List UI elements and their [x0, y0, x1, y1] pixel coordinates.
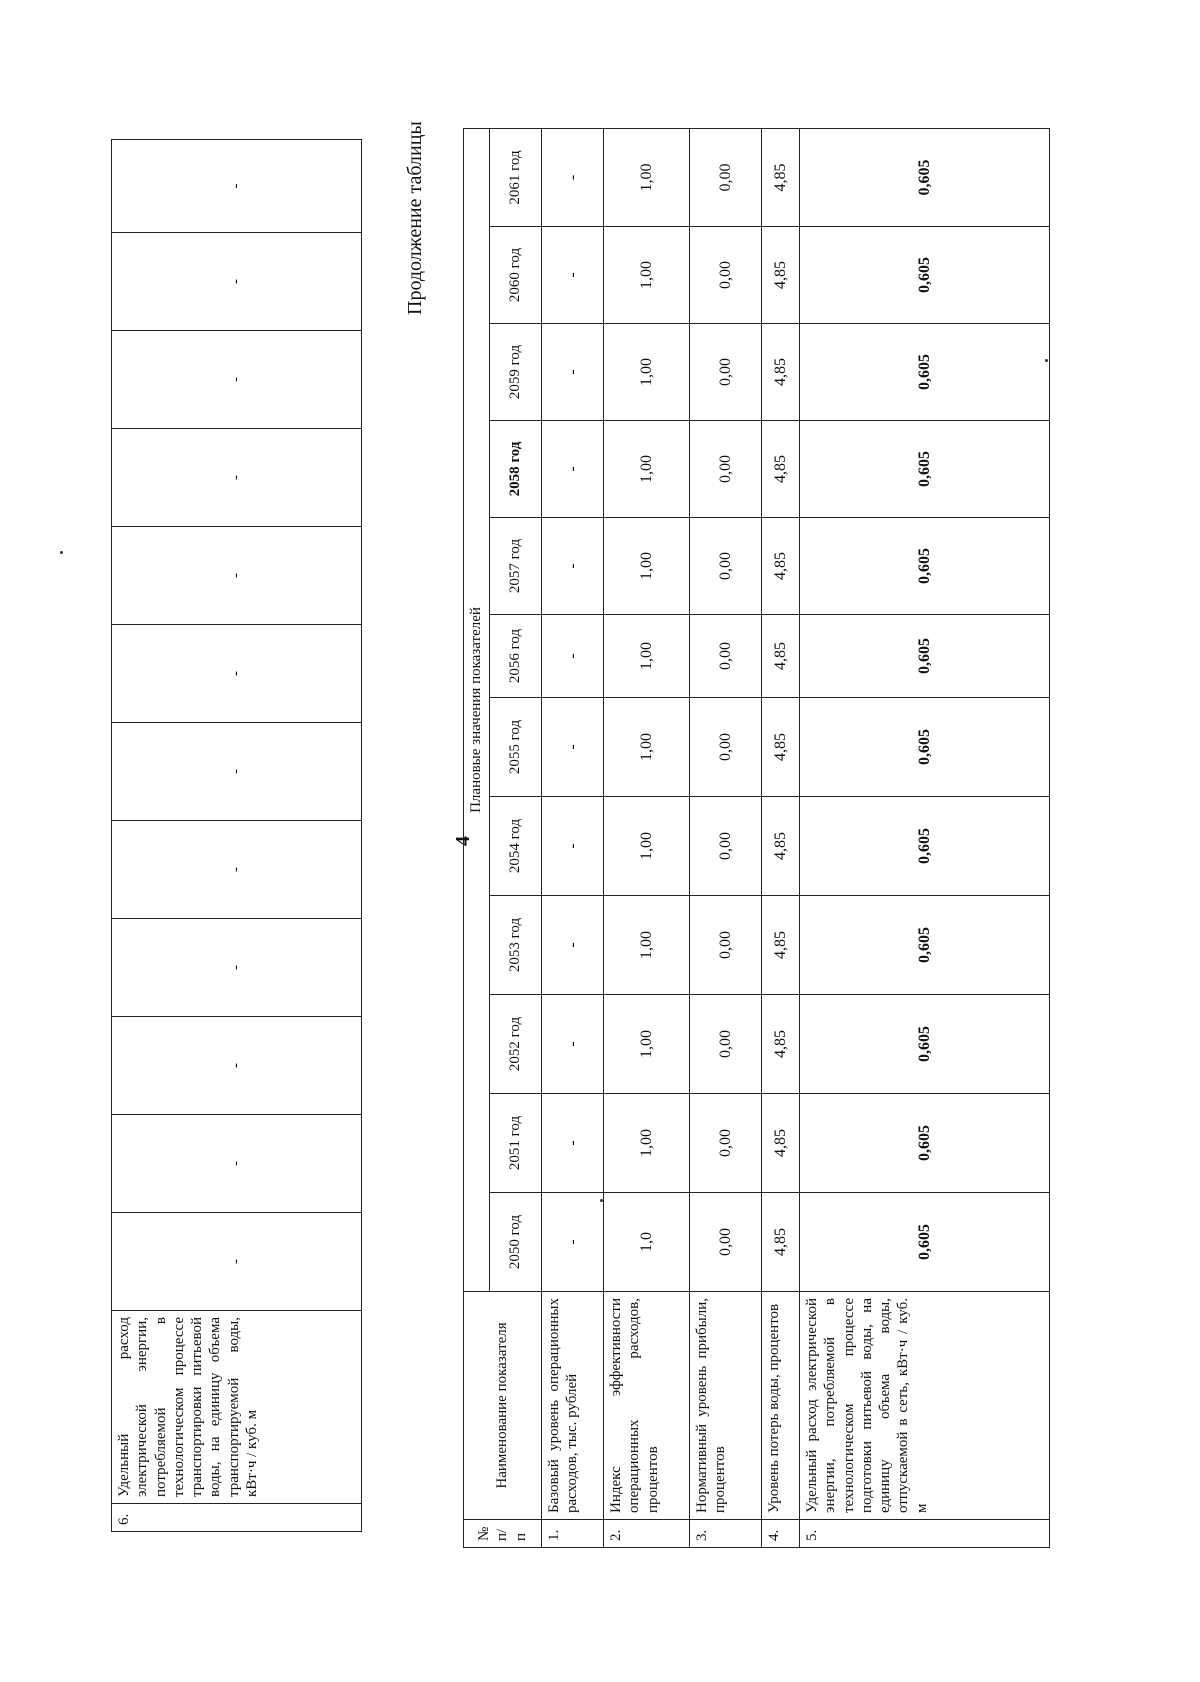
- column-group-header: Плановые значения показателей: [464, 129, 490, 1292]
- value-cell: 0,605: [800, 129, 1050, 227]
- value-cell: -: [112, 233, 362, 331]
- value-cell: 4,85: [762, 698, 800, 797]
- value-cell: 1,00: [604, 421, 690, 518]
- year-header: 2057 год: [490, 518, 542, 615]
- row-number: 2.: [604, 1520, 690, 1548]
- value-cell: 0,605: [800, 227, 1050, 324]
- value-cell: 1,00: [604, 797, 690, 896]
- value-cell: 0,605: [800, 615, 1050, 698]
- value-cell: 4,85: [762, 615, 800, 698]
- row-number: 5.: [800, 1520, 1050, 1548]
- header-row: [464, 129, 490, 1548]
- value-cell: 1,00: [604, 615, 690, 698]
- value-cell: 0,00: [690, 129, 762, 227]
- value-cell: 4,85: [762, 129, 800, 227]
- year-header: 2054 год: [490, 797, 542, 896]
- value-cell: -: [542, 129, 604, 227]
- table-row: [762, 129, 800, 1548]
- year-header: 2061 год: [490, 129, 542, 227]
- indicators-table: [463, 128, 1050, 1548]
- year-header: 2056 год: [490, 615, 542, 698]
- value-cell: 0,00: [690, 698, 762, 797]
- value-cell: 0,605: [800, 324, 1050, 421]
- value-cell: -: [542, 698, 604, 797]
- value-cell: 1,00: [604, 227, 690, 324]
- value-cell: 4,85: [762, 324, 800, 421]
- value-cell: 0,605: [800, 995, 1050, 1094]
- year-header: 2051 год: [490, 1094, 542, 1193]
- value-cell: -: [542, 896, 604, 995]
- value-cell: 4,85: [762, 995, 800, 1094]
- value-cell: -: [112, 1213, 362, 1311]
- value-cell: 4,85: [762, 1094, 800, 1193]
- value-cell: 4,85: [762, 896, 800, 995]
- value-cell: -: [542, 518, 604, 615]
- value-cell: -: [112, 527, 362, 625]
- value-cell: 0,605: [800, 518, 1050, 615]
- value-cell: 0,605: [800, 797, 1050, 896]
- value-cell: -: [112, 429, 362, 527]
- table-row: [800, 129, 1050, 1548]
- value-cell: 0,00: [690, 896, 762, 995]
- year-header: 2052 год: [490, 995, 542, 1094]
- year-header: 2050 год: [490, 1193, 542, 1292]
- previous-table-fragment: [111, 139, 362, 1532]
- value-cell: 0,605: [800, 1193, 1050, 1292]
- value-cell: 1,00: [604, 698, 690, 797]
- value-cell: 0,00: [690, 615, 762, 698]
- table-row: [604, 129, 690, 1548]
- value-cell: -: [542, 615, 604, 698]
- row-number: 3.: [690, 1520, 762, 1548]
- value-cell: -: [542, 995, 604, 1094]
- continuation-label: Продолжение таблицы: [404, 121, 426, 315]
- value-cell: -: [542, 227, 604, 324]
- value-cell: -: [112, 919, 362, 1017]
- year-header: 2055 год: [490, 698, 542, 797]
- value-cell: -: [112, 723, 362, 821]
- indicator-name: Удельный расход электрической энергии, потребляемой в технологическом процессе транспортировки питьевой воды, на единицу объема транспортируемой воды, кВт·ч / куб. м: [112, 1311, 362, 1504]
- value-cell: -: [112, 625, 362, 723]
- table-row: [542, 129, 604, 1548]
- value-cell: 4,85: [762, 1193, 800, 1292]
- value-cell: -: [542, 1094, 604, 1193]
- column-header-number: № п/п: [464, 1520, 542, 1548]
- value-cell: 0,605: [800, 698, 1050, 797]
- value-cell: 1,00: [604, 129, 690, 227]
- year-header: 2058 год: [490, 421, 542, 518]
- indicator-name: Удельный расход электрической энергии, потребляемой в технологическом процессе подготовки питьевой воды, на единицу объема воды, отпускаемой в сеть, кВт·ч / куб. м: [800, 1292, 1050, 1520]
- indicator-name: Индекс эффективности операционных расходов, процентов: [604, 1292, 690, 1520]
- column-header-name: Наименование показателя: [464, 1292, 542, 1520]
- value-cell: 1,00: [604, 1094, 690, 1193]
- scan-speck: [60, 551, 63, 554]
- value-cell: 4,85: [762, 797, 800, 896]
- value-cell: -: [112, 1115, 362, 1213]
- year-header: 2053 год: [490, 896, 542, 995]
- value-cell: 4,85: [762, 518, 800, 615]
- table-row: [112, 140, 362, 1532]
- indicator-name: Базовый уровень операционных расходов, тыс. рублей: [542, 1292, 604, 1520]
- value-cell: -: [542, 1193, 604, 1292]
- value-cell: 0,00: [690, 1094, 762, 1193]
- value-cell: 0,00: [690, 518, 762, 615]
- table-row: [690, 129, 762, 1548]
- page-number: 4: [452, 836, 474, 846]
- row-number: 6.: [112, 1504, 362, 1532]
- year-header: 2059 год: [490, 324, 542, 421]
- year-header: 2060 год: [490, 227, 542, 324]
- value-cell: -: [112, 821, 362, 919]
- value-cell: -: [542, 421, 604, 518]
- value-cell: -: [112, 140, 362, 233]
- value-cell: 0,605: [800, 1094, 1050, 1193]
- value-cell: 1,00: [604, 518, 690, 615]
- value-cell: 0,605: [800, 421, 1050, 518]
- value-cell: 0,00: [690, 797, 762, 896]
- value-cell: 0,00: [690, 324, 762, 421]
- value-cell: 4,85: [762, 421, 800, 518]
- value-cell: -: [542, 324, 604, 421]
- value-cell: 1,00: [604, 896, 690, 995]
- row-number: 1.: [542, 1520, 604, 1548]
- value-cell: -: [542, 797, 604, 896]
- value-cell: -: [112, 331, 362, 429]
- indicator-name: Нормативный уровень прибыли, процентов: [690, 1292, 762, 1520]
- value-cell: 0,00: [690, 995, 762, 1094]
- value-cell: 0,00: [690, 227, 762, 324]
- value-cell: 0,605: [800, 896, 1050, 995]
- value-cell: 1,0: [604, 1193, 690, 1292]
- value-cell: 0,00: [690, 421, 762, 518]
- value-cell: 4,85: [762, 227, 800, 324]
- value-cell: -: [112, 1017, 362, 1115]
- value-cell: 1,00: [604, 324, 690, 421]
- indicator-name: Уровень потерь воды, процентов: [762, 1292, 800, 1520]
- value-cell: 1,00: [604, 995, 690, 1094]
- value-cell: 0,00: [690, 1193, 762, 1292]
- row-number: 4.: [762, 1520, 800, 1548]
